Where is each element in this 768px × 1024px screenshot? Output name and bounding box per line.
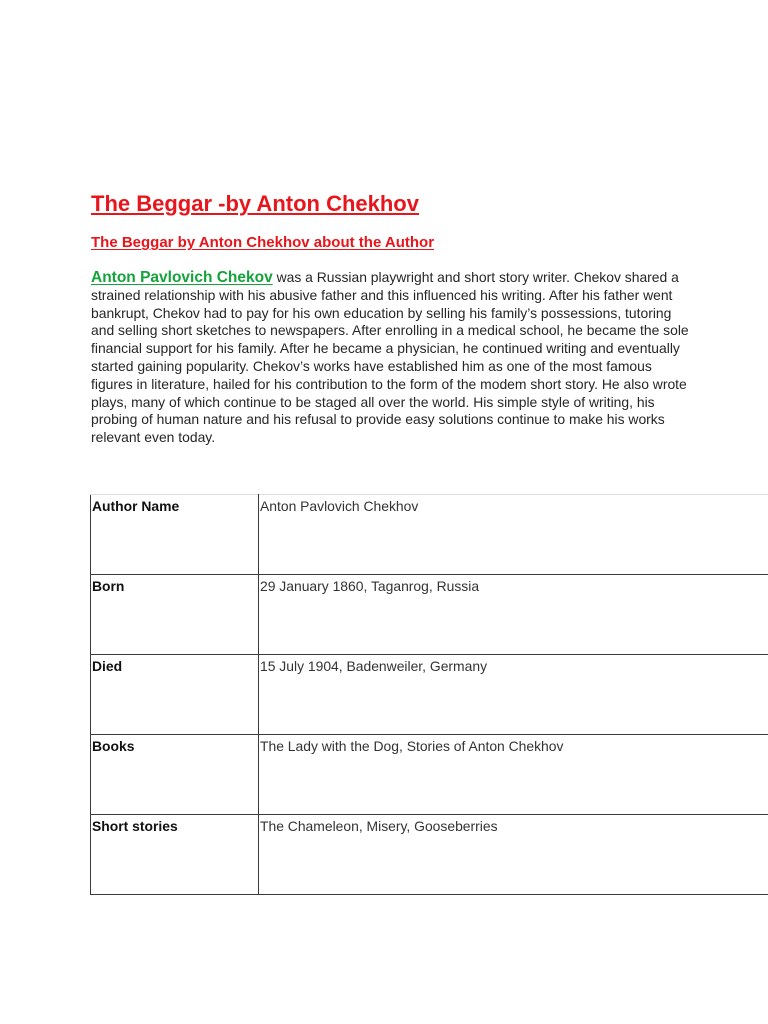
table-value-cell: The Lady with the Dog, Stories of Anton Chekhov [259, 735, 768, 815]
table-label-cell: Short stories [91, 815, 259, 895]
table-label-cell: Died [91, 655, 259, 735]
table-value-cell: 29 January 1860, Taganrog, Russia [259, 575, 768, 655]
table-value-cell: 15 July 1904, Badenweiler, Germany [259, 655, 768, 735]
table-row [91, 815, 768, 895]
table-row [91, 495, 768, 575]
table-row [91, 735, 768, 815]
table-value-cell: The Chameleon, Misery, Gooseberries [259, 815, 768, 895]
author-info-table [90, 494, 768, 895]
table-label-cell: Author Name [91, 495, 259, 575]
table-row [91, 655, 768, 735]
author-bio-text: was a Russian playwright and short story writer. Chekov shared a strained relationship with his abusive father and this influenced his writing. After his father went bankrupt, Chekov had to pay for his own education by selling his family’s possessions, tutoring and selling short sketches to newspapers. After enrolling in a medical school, he became the sole financial support for his family. After he became a physician, he continued writing and eventually started gaining popularity. Chekov’s works have established him as one of the most famous figures in literature, hailed for his contribution to the form of the modem short story. He also wrote plays, many of which continue to be staged all over the world. His simple style of writing, his probing of human nature and his refusal to provide easy solutions continue to make his works relevant even today. [91, 269, 689, 446]
table-value-cell: Anton Pavlovich Chekhov [259, 495, 768, 575]
author-bio-paragraph [91, 269, 691, 447]
document-title: The Beggar -by Anton Chekhov [91, 191, 419, 216]
table-row [91, 575, 768, 655]
table-label-cell: Born [91, 575, 259, 655]
section-heading: The Beggar by Anton Chekhov about the Author [91, 234, 435, 251]
author-name-link[interactable]: Anton Pavlovich Chekov [91, 269, 273, 286]
table-label-cell: Books [91, 735, 259, 815]
